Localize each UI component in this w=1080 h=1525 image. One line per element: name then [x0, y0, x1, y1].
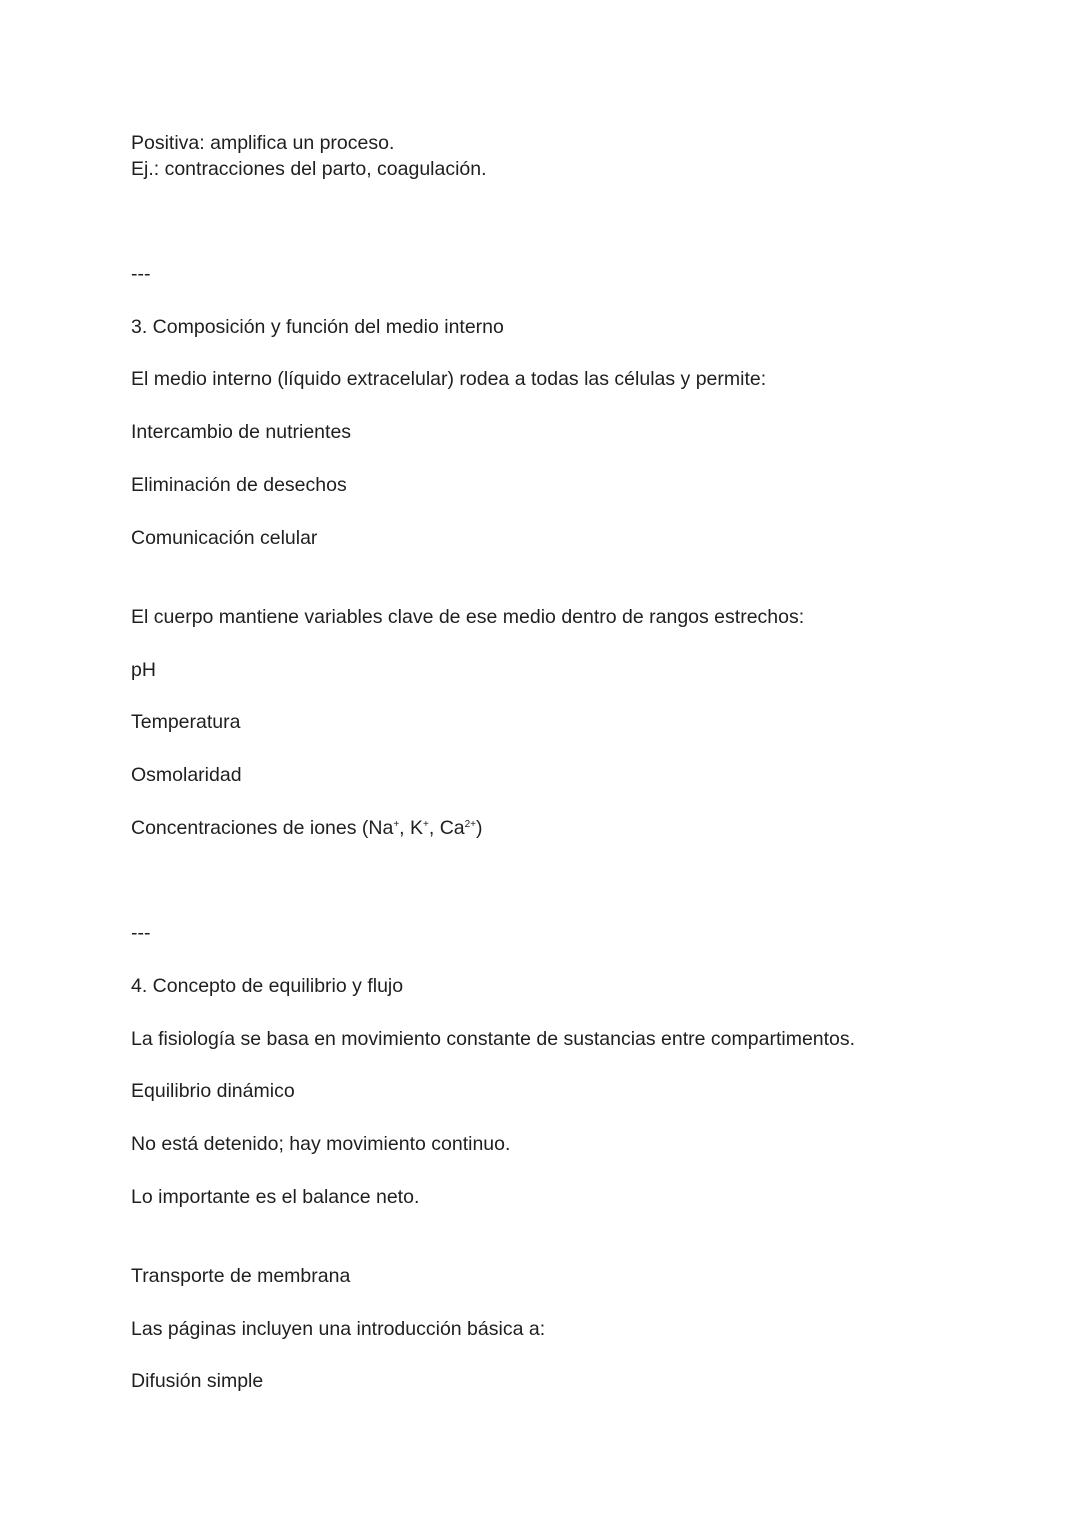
ions-prefix: Concentraciones de iones (Na [131, 817, 394, 839]
section-3-intro: El medio interno (líquido extracelular) rodea a todas las células y permite: [131, 368, 767, 390]
positive-feedback-example: Ej.: contracciones del parto, coagulación. [131, 158, 487, 180]
dynamic-equilibrium-title: Equilibrio dinámico [131, 1080, 295, 1102]
sodium-charge: + [393, 819, 400, 830]
positive-feedback-definition: Positiva: amplifica un proceso. [131, 132, 395, 154]
variable-list-item: Temperatura [131, 711, 241, 733]
potassium-charge: + [423, 819, 429, 830]
function-list-item: Comunicación celular [131, 527, 318, 549]
section-separator: --- [131, 922, 151, 944]
ions-suffix: ) [476, 817, 483, 839]
ions-separator: , Ca [428, 817, 465, 839]
variable-list-item: Osmolaridad [131, 764, 242, 786]
section-3-heading: 3. Composición y función del medio interno [131, 316, 504, 338]
dynamic-equilibrium-point: No está detenido; hay movimiento continuo. [131, 1133, 511, 1155]
membrane-transport-intro: Las páginas incluyen una introducción básica a: [131, 1318, 546, 1340]
calcium-charge: 2+ [464, 819, 477, 830]
ions-separator: , K [399, 817, 424, 839]
variable-list-item: pH [131, 659, 156, 681]
section-4-intro: La fisiología se basa en movimiento constante de sustancias entre compartimentos. [131, 1028, 856, 1050]
function-list-item: Eliminación de desechos [131, 474, 347, 496]
function-list-item: Intercambio de nutrientes [131, 421, 352, 443]
transport-list-item: Difusión simple [131, 1370, 264, 1392]
section-separator: --- [131, 263, 151, 285]
section-4-heading: 4. Concepto de equilibrio y flujo [131, 975, 404, 997]
membrane-transport-title: Transporte de membrana [131, 1265, 351, 1287]
dynamic-equilibrium-point: Lo importante es el balance neto. [131, 1186, 420, 1208]
variables-intro: El cuerpo mantiene variables clave de ese medio dentro de rangos estrechos: [131, 606, 805, 628]
ion-concentrations-item [131, 815, 483, 841]
